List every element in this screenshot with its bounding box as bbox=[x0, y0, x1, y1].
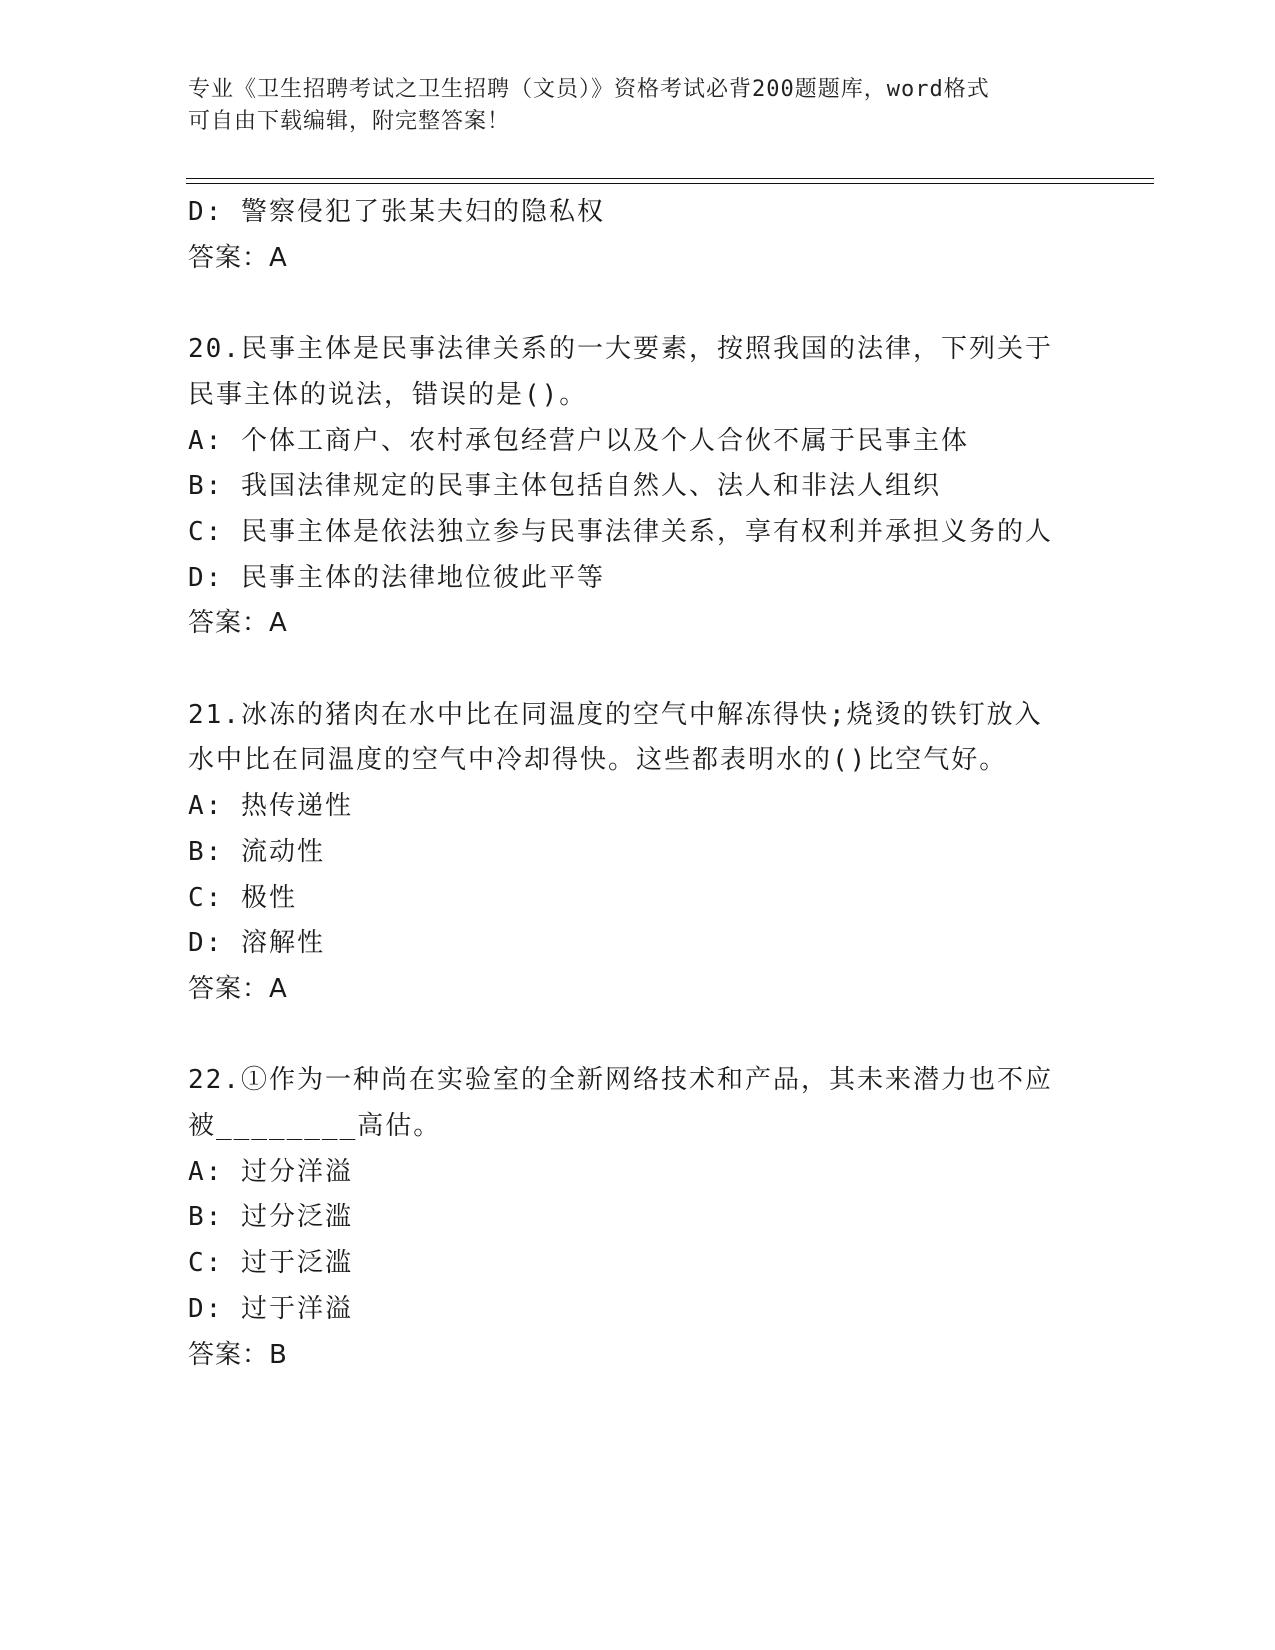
question-gap bbox=[188, 1013, 1088, 1059]
header-divider-bottom bbox=[186, 183, 1154, 184]
option-b: B: 我国法律规定的民事主体包括自然人、法人和非法人组织 bbox=[188, 471, 941, 502]
carryover-question bbox=[188, 190, 1088, 281]
answer-line: 答案：B bbox=[188, 1339, 288, 1370]
option-d: D: 民事主体的法律地位彼此平等 bbox=[188, 562, 605, 593]
option-b: B: 过分泛滥 bbox=[188, 1202, 353, 1233]
option-c: C: 民事主体是依法独立参与民事法律关系，享有权利并承担义务的人 bbox=[188, 516, 1053, 547]
question-gap bbox=[188, 281, 1088, 327]
option-d: D: 过于洋溢 bbox=[188, 1293, 353, 1324]
question-stem-line-2: 被________高估。 bbox=[188, 1111, 442, 1142]
option-d: D: 警察侵犯了张某夫妇的隐私权 bbox=[188, 197, 605, 227]
header-title-line-1: 专业《卫生招聘考试之卫生招聘（文员）》资格考试必背200题题库，word格式 bbox=[188, 77, 990, 102]
question-20 bbox=[188, 327, 1088, 647]
answer-line: 答案：A bbox=[188, 242, 288, 273]
question-21 bbox=[188, 693, 1088, 1013]
option-b: B: 流动性 bbox=[188, 836, 325, 867]
option-a: A: 个体工商户、农村承包经营户以及个人合伙不属于民事主体 bbox=[188, 425, 969, 456]
option-d: D: 溶解性 bbox=[188, 928, 325, 959]
option-a: A: 过分洋溢 bbox=[188, 1156, 353, 1187]
question-list bbox=[188, 190, 1088, 1378]
page-header bbox=[188, 74, 1068, 138]
option-a: A: 热传递性 bbox=[188, 791, 353, 822]
question-stem-line-1: 21.冰冻的猪肉在水中比在同温度的空气中解冻得快;烧烫的铁钉放入 bbox=[188, 699, 1043, 730]
question-22 bbox=[188, 1058, 1088, 1378]
question-stem-line-1: 22.①作为一种尚在实验室的全新网络技术和产品，其未来潜力也不应 bbox=[188, 1065, 1053, 1096]
question-gap bbox=[188, 647, 1088, 693]
option-c: C: 极性 bbox=[188, 882, 297, 913]
question-stem-line-2: 水中比在同温度的空气中冷却得快。这些都表明水的()比空气好。 bbox=[188, 745, 1008, 776]
header-divider-top bbox=[186, 178, 1154, 179]
question-stem-line-2: 民事主体的说法，错误的是()。 bbox=[188, 379, 588, 410]
answer-line: 答案：A bbox=[188, 608, 288, 639]
question-stem-line-1: 20.民事主体是民事法律关系的一大要素，按照我国的法律，下列关于 bbox=[188, 334, 1053, 365]
header-title-line-2: 可自由下载编辑，附完整答案！ bbox=[188, 109, 511, 134]
option-c: C: 过于泛滥 bbox=[188, 1248, 353, 1279]
answer-line: 答案：A bbox=[188, 973, 288, 1004]
